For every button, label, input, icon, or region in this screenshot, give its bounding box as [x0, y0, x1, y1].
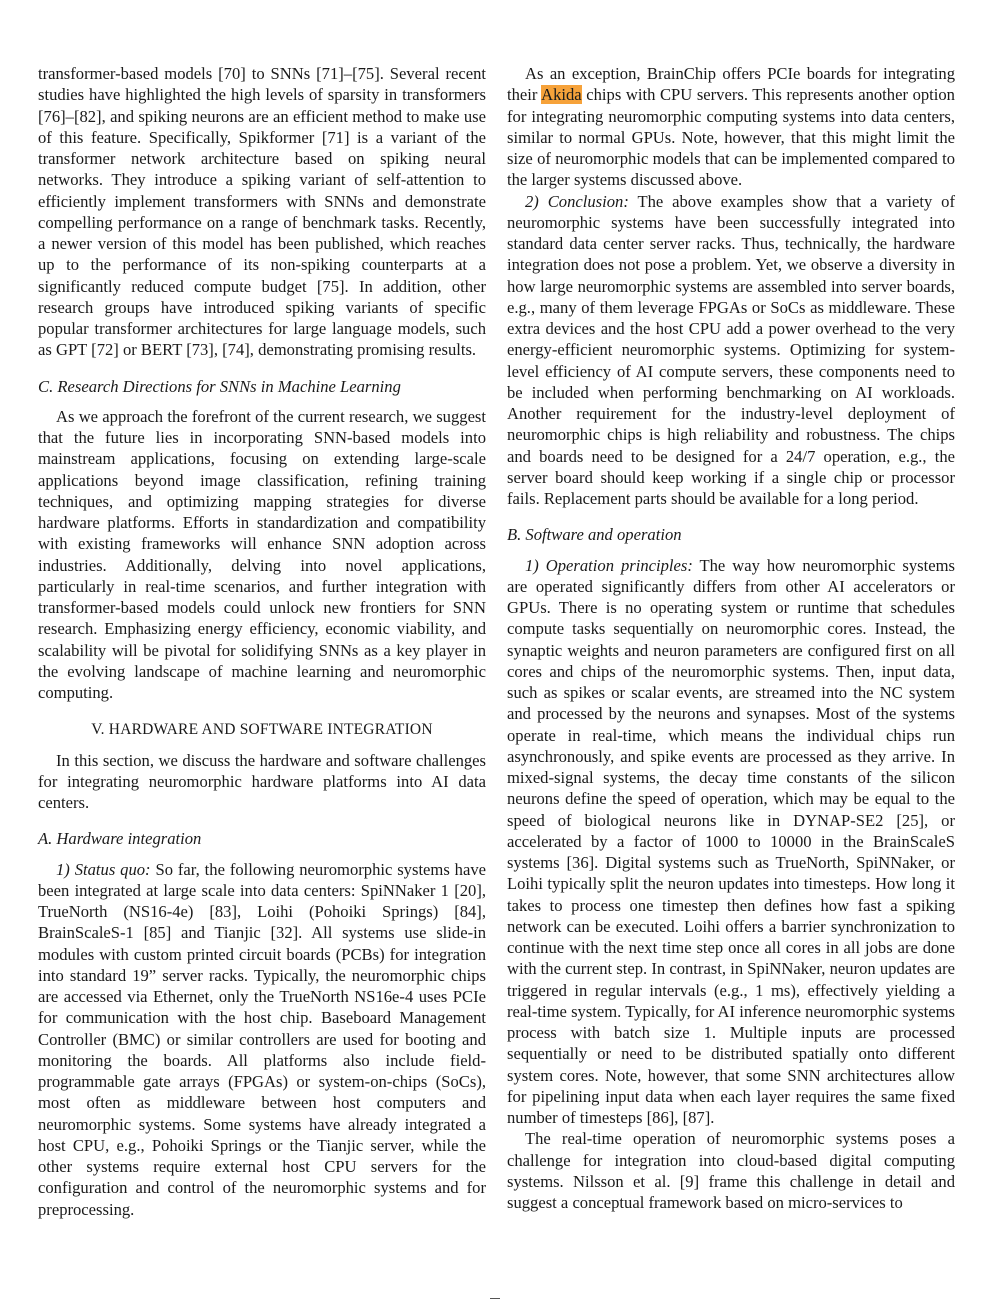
paragraph-left-1: transformer-based models [70] to SNNs [71]–[75]. Several recent studies have highlighted the high levels of sparsity in transformers [76]–[82], and spiking neurons are an efficient method to make use of this feature. Specifically, Spikformer [71] is a variant of the transformer network architecture based on spiking neural networks. They introduce a spiking variant of self-attention to efficiently implement transformers with SNNs and demonstrate compelling performance on a range of benchmark tasks. Recently, a newer version of this model has been published, which reaches up to the performance of its non-spiking counterparts at a significantly reduced compute budget [75]. In addition, other research groups have introduced spiking variants of specific popular transformer architectures for large language models, such as GPT [72] or BERT [73], [74], demonstrating promising results.	[38, 64, 486, 360]
conclusion-body: The above examples show that a variety of neuromorphic systems have been successfully integrated into standard data center server racks. Thus, technically, the hardware integration does not pose a problem. Yet, we observe a diversity in how large neuromorphic systems are assembled into server boards, e.g., many of them leverage FPGAs or SoCs as middleware. These extra devices and the host CPU add a power overhead to the very energy-efficient neuromorphic systems. Optimizing for system-level efficiency of AI compute servers, these components need to be included when performing benchmarking on AI workloads. Another requirement for the industry-level deployment of neuromorphic chips is high reliability and robustness. The chips and boards need to be designed for a 24/7 operation, e.g., the server board should keep working if a single chip or processor fails. Replacement parts should be available for a long period.	[507, 191, 955, 508]
paragraph-left-2: As we approach the forefront of the current research, we suggest that the future lies in incorporating SNN-based models into mainstream applications, focusing on extending large-scale applications beyond image classification, refining training techniques, and optimizing mapping strategies for diverse hardware platforms. Efforts in standardization and compatibility with existing frameworks will enhance SNN adoption across industries. Additionally, delving into novel applications, particularly in real-time scenarios, and further integration with transformer-based models could unlock new frontiers for SNN research. Emphasizing energy efficiency, economic viability, and scalability will be pivotal for solidifying SNNs as a key player in the evolving landscape of machine learning and neuromorphic computing.	[38, 406, 486, 702]
section-v-number: V. H	[91, 721, 121, 739]
section-v-heading	[38, 719, 486, 740]
paragraph-left-4	[38, 859, 486, 1220]
right-column	[507, 63, 955, 1213]
status-quo-heading: 1) Status quo:	[56, 859, 151, 879]
paragraph-right-1-part-b: chips with CPU servers. This represents another option for integrating neuromorphic computing systems into data centers, similar to normal GPUs. Note, however, that this might limit the size of neuromorphic models that can be implemented compared to the larger systems discussed above.	[507, 85, 955, 190]
paragraph-right-4: The real-time operation of neuromorphic systems poses a challenge for integration into cloud-based digital computing systems. Nilsson et al. [9] frame this challenge in detail and suggest a conceptual framework based on micro-services to	[507, 1129, 955, 1212]
status-quo-body: So far, the following neuromorphic systems have been integrated at large scale into data centers: SpiNNaker 1 [20], TrueNorth (NS16-4e) [83], Loihi (Pohoiki Springs) [84], BrainScaleS-1 [85] and Tianjic [32]. All systems use slide-in modules with custom printed circuit boards (PCBs) for integration into standard 19” server racks. Typically, the neuromorphic chips are accessed via Ethernet, only the TrueNorth NS16e-4 uses PCIe for communication with the host chip. Baseboard Management Controller (BMC) or similar controllers are used for booting and monitoring the boards. All platforms also include field-programmable gate arrays (FPGAs) or system-on-chips (SoCs), most often as middleware between host computers and neuromorphic systems. Some systems have already integrated a host CPU, e.g., Pohoiki Springs or the Tianjic server, while the other systems require external host CPU servers for the configuration and control of the neuromorphic systems and for preprocessing.	[38, 859, 486, 1219]
subsection-c-heading: C. Research Directions for SNNs in Machine Learning	[38, 376, 401, 396]
paragraph-left-3: In this section, we discuss the hardware and software challenges for integrating neuromorphic hardware platforms into AI data centers.	[38, 750, 486, 812]
page-footer-mark	[490, 1298, 500, 1299]
operation-principles-body: The way how neuromorphic systems are operated significantly differs from other AI accelerators or GPUs. There is no operating system or runtime that schedules compute tasks sequentially on neuromorphic cores. Instead, the synaptic weights and neuron parameters are configured first on all cores and chips of the neuromorphic systems. Then, input data, such as spikes or scalar events, are streamed into the NC system and processed by the neurons and synapses. Most of the systems operate in real-time, which means the individual chips run asynchronously, and spike events are processed as they arrive. In mixed-signal systems, the decay time constants of the silicon neurons define the speed of operation, which may be equal to the speed of biological neurons like in DYNAP-SE2 [25], or accelerated by a factor of 1000 to 10000 in the BrainScaleS systems [36]. Digital systems such as TrueNorth, SpiNNaker, or Loihi typically split the neuron updates into timesteps. How long it takes to process one timestep then defines how fast a spiking network can be executed. Loihi offers a barrier synchronization to continue with the next time step once all cores in all jobs are done with the current step. In contrast, in SpiNNaker, neuron updates are triggered in regular intervals (e.g., 1 ms), effectively yielding a real-time system. Typically, for AI inference neuromorphic systems process with batch size 1. Multiple inputs are processed sequentially or need to be distributed spatially onto different system cores. Note, however, that some SNN architectures allow for pipelining input data when each layer requires the same fixed number of timesteps [86], [87].	[507, 555, 955, 1127]
subsection-a-heading: A. Hardware integration	[38, 829, 202, 849]
paragraph-right-2	[507, 191, 955, 510]
left-column	[38, 63, 486, 1220]
conclusion-heading: 2) Conclusion:	[525, 191, 629, 211]
paragraph-right-1-part-a: As an exception, BrainChip offers PCIe boards for integrating their	[507, 64, 955, 105]
section-v-title: ARDWARE AND SOFTWARE INTEGRATION	[120, 721, 433, 739]
subsection-b-heading: B. Software and operation	[507, 525, 682, 545]
paragraph-right-1	[507, 63, 955, 191]
highlighted-term: Akida	[541, 85, 582, 105]
operation-principles-heading: 1) Operation principles:	[525, 555, 693, 575]
paragraph-right-3	[507, 555, 955, 1129]
